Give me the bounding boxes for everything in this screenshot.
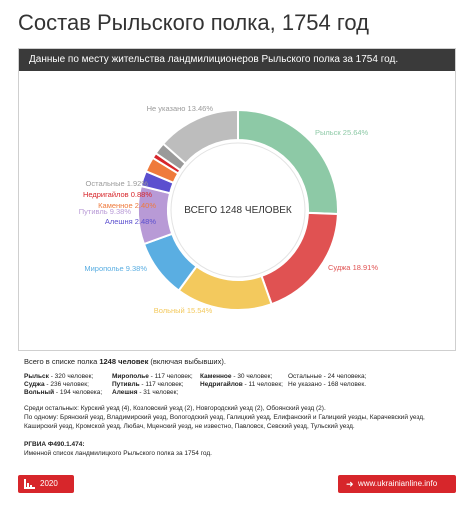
total-pre: Всего в списке полка xyxy=(24,357,98,366)
count-putivl: Путивль - 117 человек; xyxy=(112,381,184,388)
slice-label-9: Не указано 13.46% xyxy=(146,104,213,113)
bar-chart-icon xyxy=(24,479,35,489)
slice-label-6: Каменное 2.40% xyxy=(98,201,156,210)
year-badge xyxy=(18,475,74,493)
source-ref: РГВИА Ф490.1.474: xyxy=(24,441,85,448)
count-unknown: Не указано - 168 человек. xyxy=(288,381,367,388)
chart-header: Данные по месту жительства ландмилиционеров Рыльского полка за 1754 год. xyxy=(19,49,455,71)
donut-chart xyxy=(19,49,455,350)
slice-0 xyxy=(238,110,338,214)
slice-1 xyxy=(261,213,337,304)
count-others: Остальные - 24 человека; xyxy=(288,373,367,380)
others-line-1: Среди остальных: Курский уезд (4), Козловский уезд (2), Новгородский уезд (2), Обоянский уезд (2). xyxy=(24,405,326,412)
total-line xyxy=(24,357,226,366)
slice-label-5: Алешня 2.48% xyxy=(104,217,156,226)
arrow-right-icon: ➜ xyxy=(346,479,354,489)
site-badge[interactable] xyxy=(338,475,456,493)
center-label: ВСЕГО 1248 ЧЕЛОВЕК xyxy=(184,205,292,216)
slice-label-2: Вольный 15.54% xyxy=(153,306,213,315)
slice-label-8: Остальные 1.92% xyxy=(85,179,148,188)
slice-label-0: Рыльск 25.64% xyxy=(315,128,369,137)
count-miropolye: Мирополье - 117 человек; xyxy=(112,373,193,380)
source-text: Именной список ландмилицкого Рыльского полка за 1754 год. xyxy=(24,450,212,457)
others-line-2: По одному: Брянский уезд, Владимирский уезд, Вологодский уезд, Галицкий уезд, Елифанский и Галицкий уезды, Карачевский уезд, xyxy=(24,414,425,421)
slice-label-1: Суджа 18.91% xyxy=(328,263,379,272)
count-nedrigailov: Недригайлов - 11 человек; xyxy=(200,381,283,388)
slice-label-4: Путивль 9.38% xyxy=(78,207,131,216)
count-aleshnya: Алешня - 31 человек; xyxy=(112,389,179,396)
count-sudzha: Суджа - 236 человек; xyxy=(24,381,89,388)
total-post: (включая выбывших). xyxy=(150,357,226,366)
slice-label-3: Мирополье 9.38% xyxy=(84,264,147,273)
others-line-3: Каширский уезд, Кромской уезд, Любач, Мценский уезд, не известно, Павловск, Севский уезд, Тульский уезд. xyxy=(24,423,355,430)
total-bold: 1248 человек xyxy=(99,357,149,366)
count-kamennoe: Каменное - 30 человек; xyxy=(200,373,273,380)
count-volny: Вольный - 194 человека; xyxy=(24,389,103,396)
site-label[interactable]: www.ukrainianline.info xyxy=(358,479,438,488)
chart-card xyxy=(18,48,456,351)
source-note xyxy=(24,440,212,458)
count-rylsk: Рыльск - 320 человек; xyxy=(24,373,94,380)
others-note xyxy=(24,404,454,431)
page-title: Состав Рыльского полка, 1754 год xyxy=(18,10,370,35)
slice-label-7: Недригайлов 0.88% xyxy=(82,190,152,199)
year-label: 2020 xyxy=(40,479,58,488)
